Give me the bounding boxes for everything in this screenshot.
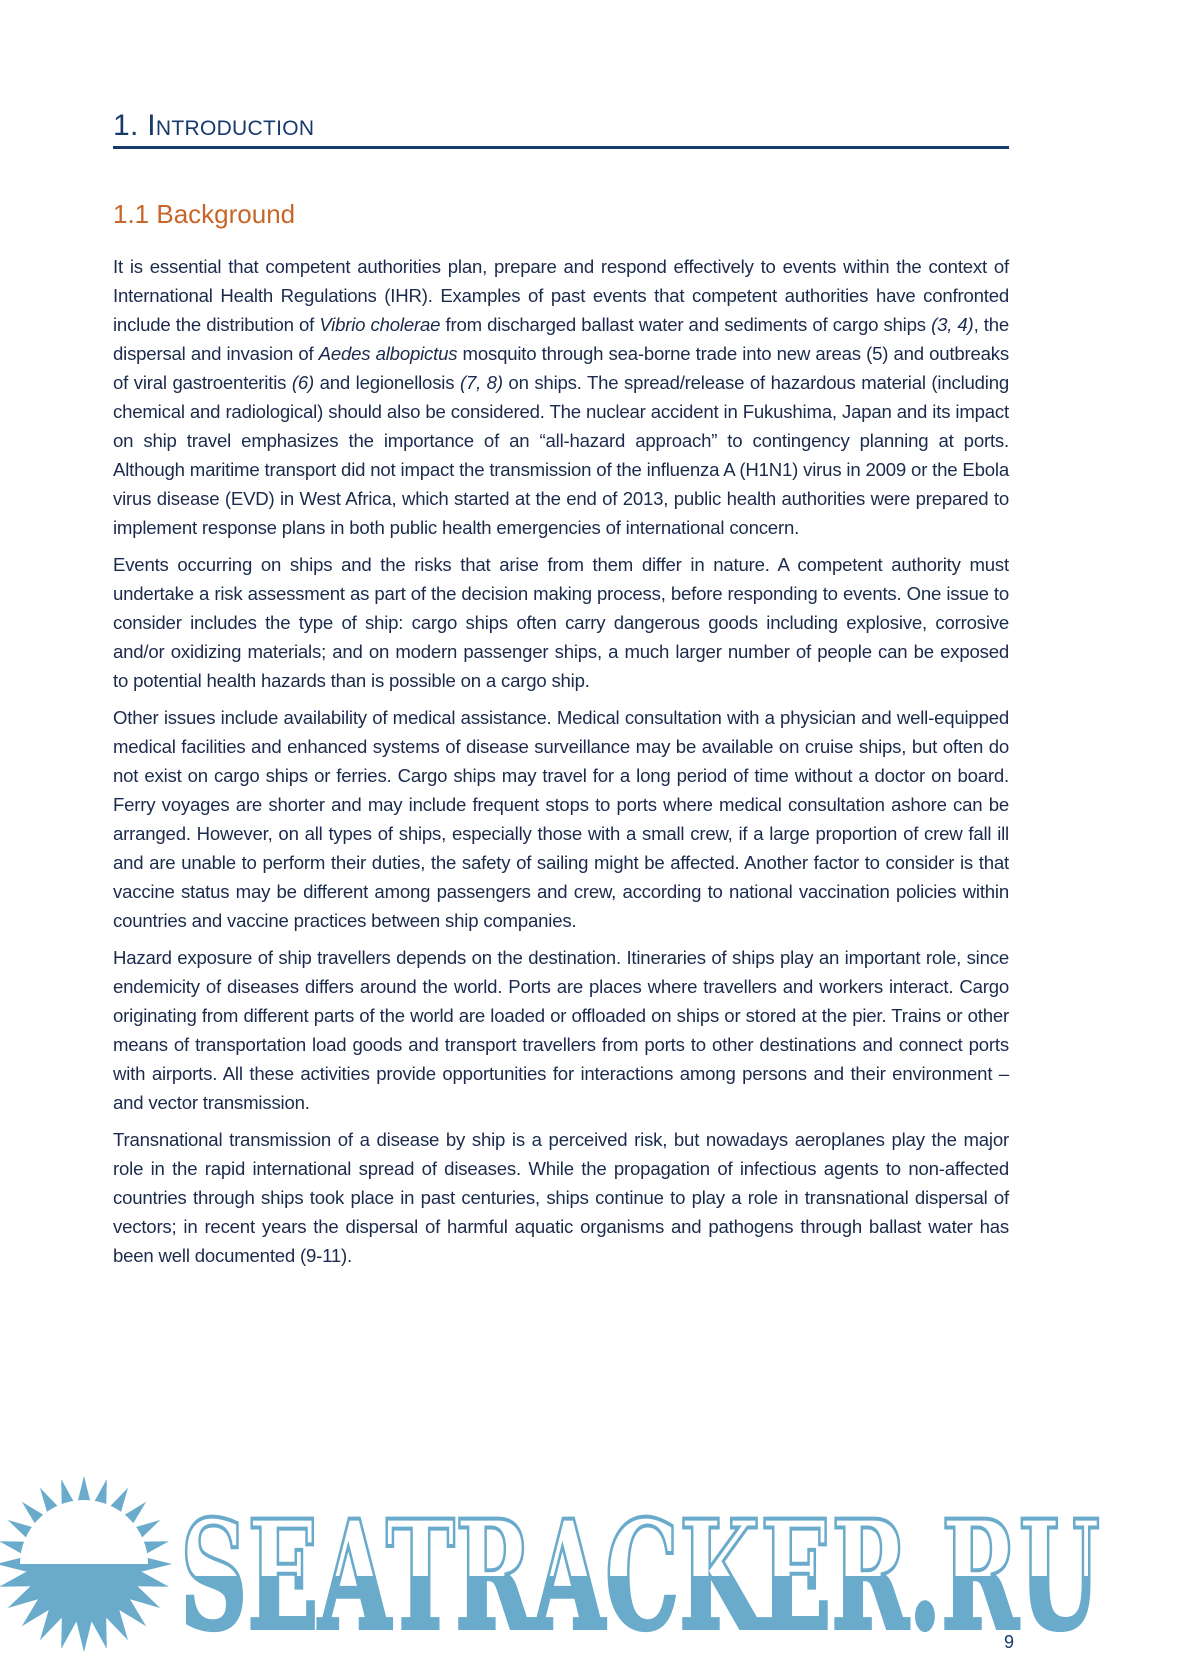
watermark-logo (0, 1424, 1182, 1654)
paragraph-5: Transnational transmission of a disease by ship is a perceived risk, but nowadays aeroplanes play the major role in the rapid international spread of diseases. While the propagation of infectious agents to non-affected countries through ships took place in past centuries, ships continue to play a role in transnational dispersal of vectors; in recent years the dispersal of harmful aquatic organisms and pathogens through ballast water has been well documented (9-11). (113, 1129, 1009, 1266)
text: on ships. The spread/release of hazardous material (including chemical and radiological) should also be considered. The nuclear accident in Fukushima, Japan and its impact on ship travel emphasizes the importance of an “all-hazard approach” to contingency planning at ports. Although maritime transport did not impact the transmission of the influenza A (H1N1) virus in 2009 or the Ebola virus disease (EVD) in West Africa, which started at the end of 2013, public health authorities were prepared to implement response plans in both public health emergencies of international concern. (113, 372, 1009, 538)
species-name: Vibrio cholerae (319, 314, 441, 335)
text: , the dispersal and invasion of (113, 314, 1010, 364)
section-title: 1.1 Background (113, 199, 296, 229)
citation: (3, 4) (931, 314, 974, 335)
body-text (113, 252, 1009, 1278)
watermark-text: SEATRACKER.RU (180, 1488, 1100, 1654)
page-number: 9 (1004, 1632, 1015, 1652)
text: It is essential that competent authorities plan, prepare and respond effectively to events within the context of International Health Regulations (IHR). Examples of past events that competent authorities have confronted include the distribution of (113, 256, 1009, 335)
chapter-title: 1. Introduction (113, 110, 1009, 149)
text: mosquito through sea-borne trade into new areas (5) and outbreaks of viral gastroenteritis (113, 343, 1009, 393)
sun-icon (0, 1476, 172, 1652)
paragraph-4: Hazard exposure of ship travellers depends on the destination. Itineraries of ships play an important role, since endemicity of diseases differs around the world. Ports are places where travellers and workers interact. Cargo originating from different parts of the world are loaded or offloaded on ships or stored at the pier. Trains or other means of transportation load goods and transport travellers from ports to other destinations and connect ports with airports. All these activities provide opportunities for interactions among persons and their environment – and vector transmission. (113, 947, 1009, 1113)
paragraph-3: Other issues include availability of medical assistance. Medical consultation with a physician and well-equipped medical facilities and enhanced systems of disease surveillance may be available on cruise ships, but often do not exist on cargo ships or ferries. Cargo ships may travel for a long period of time without a doctor on board. Ferry voyages are shorter and may include frequent stops to ports where medical consultation ashore can be arranged. However, on all types of ships, especially those with a small crew, if a large proportion of crew fall ill and are unable to perform their duties, the safety of sailing might be affected. Another factor to consider is that vaccine status may be different among passengers and crew, according to national vaccination policies within countries and vaccine practices between ship companies. (113, 707, 1009, 931)
paragraph-1 (113, 252, 1009, 542)
text: from discharged ballast water and sediments of cargo ships (440, 314, 932, 335)
paragraph-2: Events occurring on ships and the risks that arise from them differ in nature. A competent authority must undertake a risk assessment as part of the decision making process, before responding to events. One issue to consider includes the type of ship: cargo ships often carry dangerous goods including explosive, corrosive and/or oxidizing materials; and on modern passenger ships, a much larger number of people can be exposed to potential health hazards than is possible on a cargo ship. (113, 554, 1009, 691)
species-name: Aedes albopictus (318, 343, 458, 364)
citation: (6) (291, 372, 314, 393)
citation: (7, 8) (459, 372, 503, 393)
text: and legionellosis (313, 372, 460, 393)
